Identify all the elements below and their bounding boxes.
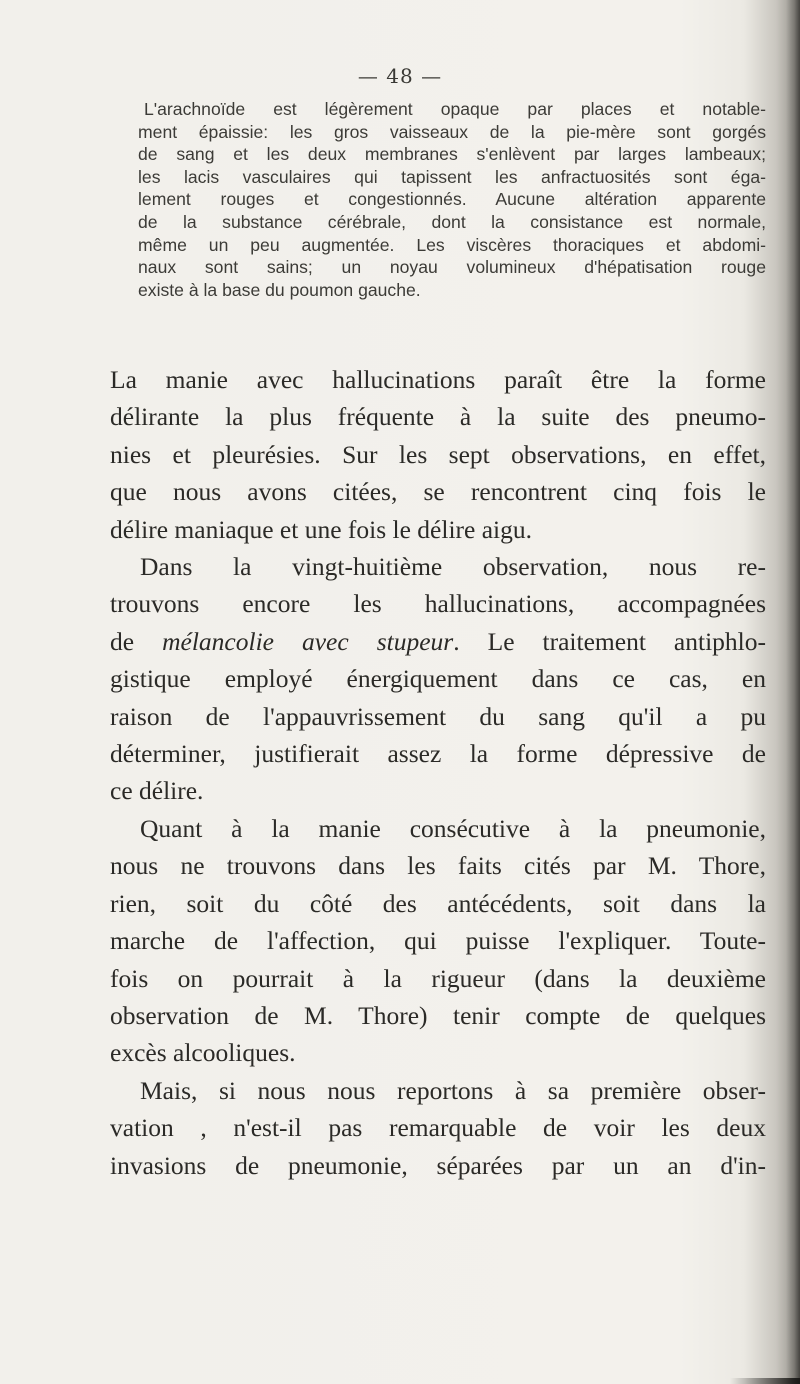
page-edge-shadow xyxy=(786,0,800,1384)
observation-line: ment épaissie: les gros vaisseaux de la pie-mère sont gorgés xyxy=(138,121,766,142)
observation-line: de sang et les deux membranes s'enlèvent par larges lambeaux; xyxy=(138,144,766,165)
body-line: gistique employé énergiquement dans ce cas, en xyxy=(110,664,766,694)
body-line: Mais, si nous nous reportons à sa première obser- xyxy=(140,1075,766,1105)
body-line: trouvons encore les hallucinations, accompagnées xyxy=(110,589,766,619)
body-line: délire maniaque et une fois le délire aigu. xyxy=(110,514,532,544)
page-number: — 48 — xyxy=(357,64,443,88)
page-corner-mark xyxy=(730,1378,800,1384)
body-line: vation , n'est-il pas remarquable de voir les deux xyxy=(110,1113,766,1143)
body-line: délirante la plus fréquente à la suite des pneumo- xyxy=(110,402,766,432)
body-line: excès alcooliques. xyxy=(110,1038,296,1068)
observation-line: L'arachnoïde est légèrement opaque par places et notable- xyxy=(144,99,766,119)
main-text xyxy=(110,361,766,1184)
observation-line: même un peu augmentée. Les viscères thoraciques et abdomi- xyxy=(138,234,766,255)
body-line: rien, soit du côté des antécédents, soit dans la xyxy=(110,888,766,918)
body-line: déterminer, justifierait assez la forme dépressive de xyxy=(110,739,766,769)
observation-line: naux sont sains; un noyau volumineux d'hépatisation rouge xyxy=(138,257,766,278)
body-line: Quant à la manie consécutive à la pneumonie, xyxy=(140,813,766,843)
body-line: invasions de pneumonie, séparées par un an d'in- xyxy=(110,1150,766,1180)
body-line: La manie avec hallucinations paraît être la forme xyxy=(110,365,766,394)
body-line-with-italic xyxy=(110,623,766,660)
italic-term: mélancolie avec stupeur xyxy=(162,626,454,656)
body-text: de xyxy=(110,626,163,656)
body-line: ce délire. xyxy=(110,776,204,806)
observation-line: les lacis vasculaires qui tapissent les anfractuosités sont éga- xyxy=(138,166,766,187)
body-line: nous ne trouvons dans les faits cités par M. Thore, xyxy=(110,851,766,881)
body-line: Dans la vingt-huitième observation, nous re- xyxy=(140,552,766,582)
observation-paragraph xyxy=(138,98,766,301)
observation-line: existe à la base du poumon gauche. xyxy=(138,279,421,300)
body-text: . Le traitement antiphlo- xyxy=(453,626,766,656)
observation-line: de la substance cérébrale, dont la consistance est normale, xyxy=(138,211,766,232)
body-line: observation de M. Thore) tenir compte de quelques xyxy=(110,1000,766,1030)
body-line: raison de l'appauvrissement du sang qu'il a pu xyxy=(110,701,766,731)
body-line: marche de l'affection, qui puisse l'expliquer. Toute- xyxy=(110,926,766,956)
observation-line: lement rouges et congestionnés. Aucune altération apparente xyxy=(138,189,766,210)
body-line: fois on pourrait à la rigueur (dans la deuxième xyxy=(110,963,766,993)
body-line: que nous avons citées, se rencontrent cinq fois le xyxy=(110,477,766,507)
body-line: nies et pleurésies. Sur les sept observations, en effet, xyxy=(110,439,766,469)
